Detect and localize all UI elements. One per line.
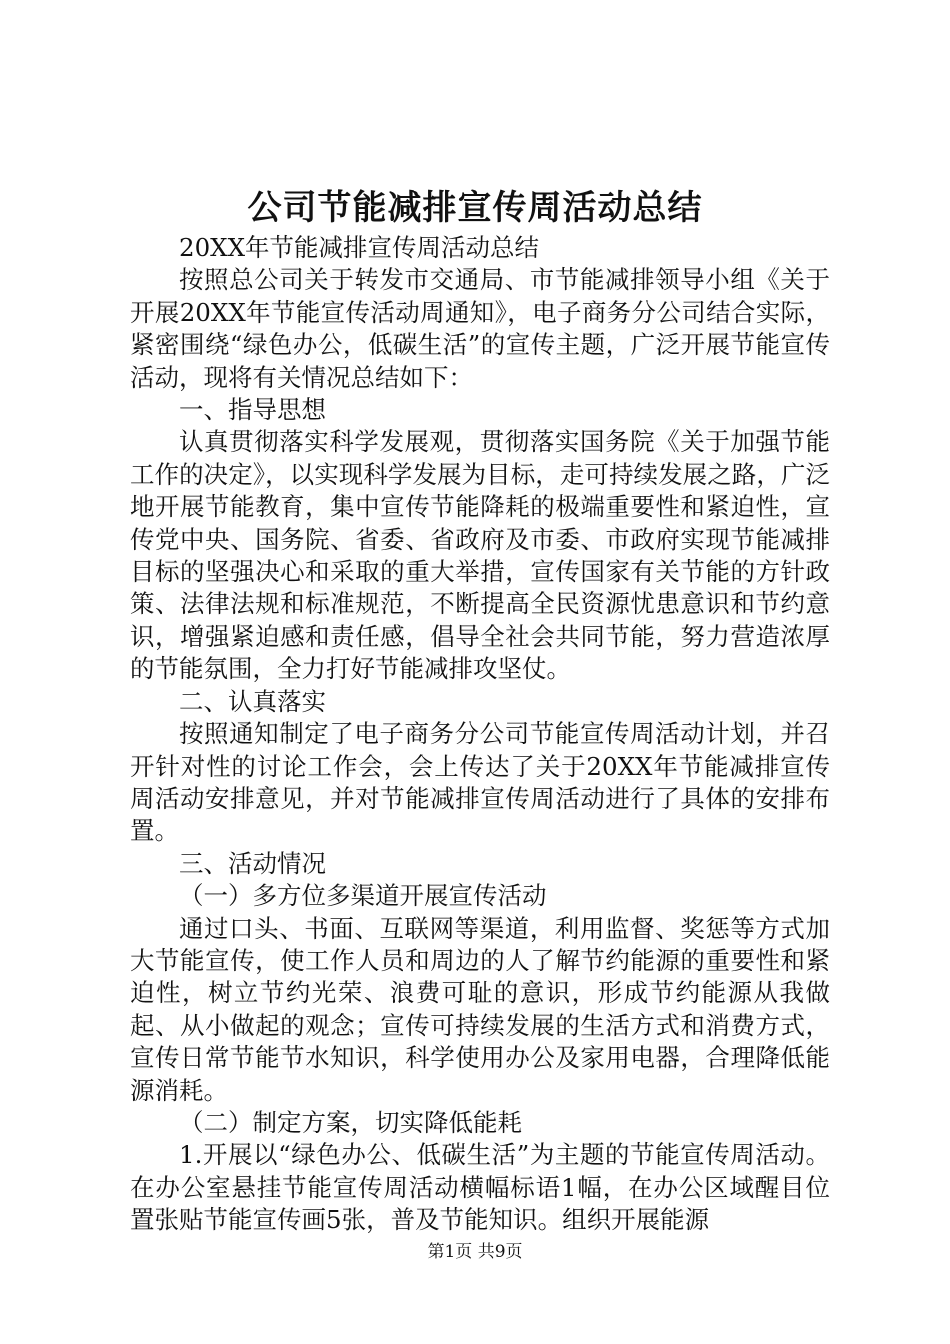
subsection-heading-plan: （二）制定方案，切实降低能耗 <box>179 1107 522 1137</box>
paragraph-intro: 按照总公司关于转发市交通局、市节能减排领导小组《关于开展20XX年节能宣传活动周通知》，电子商务分公司结合实际，紧密围绕“绿色办公，低碳生活”的宣传主题，广泛开展节能宣传活动，现将有关情况总结如下： <box>130 265 830 392</box>
document-body <box>130 232 830 1237</box>
document-title: 公司节能减排宣传周活动总结 <box>247 188 703 228</box>
paragraph-publicity: 通过口头、书面、互联网等渠道，利用监督、奖惩等方式加大节能宣传，使工作人员和周边的人了解节约能源的重要性和紧迫性，树立节约光荣、浪费可耻的意识，形成节约能源从我做起、从小做起的观念；宣传可持续发展的生活方式和消费方式，宣传日常节能节水知识，科学使用办公及家用电器，合理降低能源消耗。 <box>130 913 830 1105</box>
section-heading-implementation: 二、认真落实 <box>179 686 326 716</box>
paragraph-subtitle: 20XX年节能减排宣传周活动总结 <box>179 233 540 262</box>
paragraph-guiding-thought: 认真贯彻落实科学发展观，贯彻落实国务院《关于加强节能工作的决定》，以实现科学发展为目标，走可持续发展之路，广泛地开展节能教育，集中宣传节能降耗的极端重要性和紧迫性，宣传党中央、国务院、省委、省政府及市委、市政府实现节能减排目标的坚强决心和采取的重大举措，宣传国家有关节能的方针政策、法律法规和标准规范，不断提高全民资源忧患意识和节约意识，增强紧迫感和责任感，倡导全社会共同节能，努力营造浓厚的节能氛围，全力打好节能减排攻坚仗。 <box>130 427 830 684</box>
section-heading-activities: 三、活动情况 <box>179 848 326 878</box>
page-footer: 第1页 共9页 <box>427 1242 523 1262</box>
paragraph-implementation: 按照通知制定了电子商务分公司节能宣传周活动计划，并召开针对性的讨论工作会，会上传达了关于20XX年节能减排宣传周活动安排意见，并对节能减排宣传周活动进行了具体的安排布置。 <box>130 719 830 846</box>
paragraph-plan-item-1: 1.开展以“绿色办公、低碳生活”为主题的节能宣传周活动。在办公室悬挂节能宣传周活动横幅标语1幅，在办公区域醒目位置张贴节能宣传画5张，普及节能知识。组织开展能源 <box>130 1140 830 1235</box>
subsection-heading-publicity: （一）多方位多渠道开展宣传活动 <box>179 881 547 911</box>
section-heading-guiding-thought: 一、指导思想 <box>179 395 326 425</box>
